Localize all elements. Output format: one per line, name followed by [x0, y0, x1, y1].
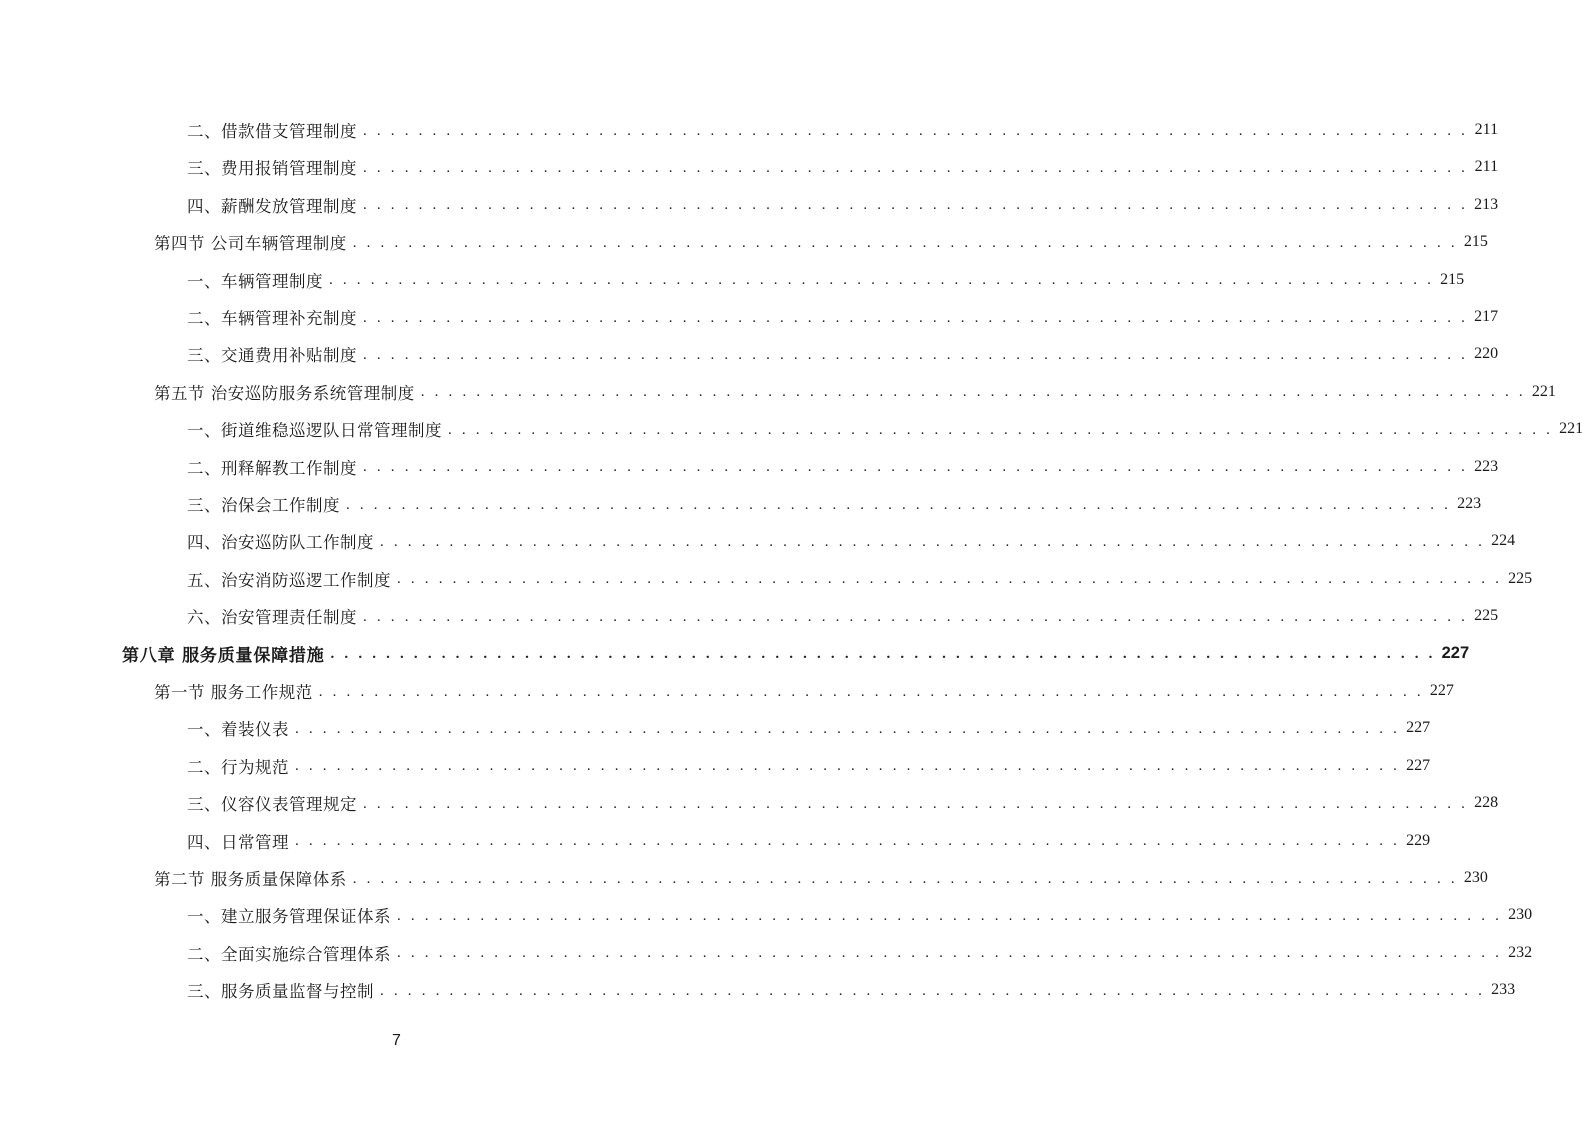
toc-entry-title: 五、治安消防巡逻工作制度 — [187, 570, 391, 590]
toc-entry-item[interactable] — [187, 191, 1499, 219]
toc-dot-leader: . . . . . . . . . . . . . . . . . . . . . . . . . . . . . . . . . . . . . . . . . . . . . . . . . . . . . . . . . . . . . . . . . . . . . . . . . . . . . . . . — [397, 945, 1503, 962]
toc-entry-title: 三、费用报销管理制度 — [187, 159, 357, 179]
toc-entry-title: 一、车辆管理制度 — [187, 271, 323, 291]
toc-entry-page-number: 223 — [1457, 495, 1482, 512]
toc-dot-leader: . . . . . . . . . . . . . . . . . . . . . . . . . . . . . . . . . . . . . . . . . . . . . . . . . . . . . . . . . . . . . . . . . . . . . . . . . . . . . . . . — [330, 646, 1436, 663]
toc-entry-page-number: 230 — [1463, 869, 1488, 886]
toc-entry-item[interactable] — [187, 415, 1583, 443]
toc-entry-title: 一、建立服务管理保证体系 — [187, 907, 391, 927]
toc-entry-page-number: 221 — [1531, 382, 1556, 400]
toc-entry-page-number: 229 — [1406, 831, 1431, 849]
toc-entry-title: 三、交通费用补贴制度 — [187, 346, 357, 366]
toc-entry-page-number: 215 — [1440, 270, 1465, 288]
toc-entry-item[interactable] — [187, 490, 1482, 518]
toc-dot-leader: . . . . . . . . . . . . . . . . . . . . . . . . . . . . . . . . . . . . . . . . . . . . . . . . . . . . . . . . . . . . . . . . . . . . . . . . . . . . . . . . — [363, 197, 1469, 214]
toc-entry-title: 三、服务质量监督与控制 — [187, 982, 374, 1002]
toc-dot-leader: . . . . . . . . . . . . . . . . . . . . . . . . . . . . . . . . . . . . . . . . . . . . . . . . . . . . . . . . . . . . . . . . . . . . . . . . . . . . . . . . — [397, 907, 1503, 924]
toc-entry-title: 第二节 服务质量保障体系 — [154, 870, 347, 889]
toc-entry-title: 四、治安巡防队工作制度 — [187, 533, 374, 553]
toc-entry-page-number: 233 — [1491, 981, 1516, 999]
toc-entry-page-number: 221 — [1559, 420, 1583, 438]
toc-entry-section[interactable] — [154, 677, 1454, 705]
toc-entry-item[interactable] — [187, 752, 1431, 780]
toc-entry-item[interactable] — [187, 453, 1499, 481]
toc-entry-title: 三、仪容仪表管理规定 — [187, 795, 357, 815]
toc-entry-page-number: 215 — [1463, 233, 1488, 251]
toc-entry-page-number: 228 — [1474, 794, 1499, 812]
toc-entry-page-number: 224 — [1491, 532, 1516, 550]
toc-entry-item[interactable] — [187, 116, 1499, 144]
toc-entry-item[interactable] — [187, 602, 1499, 630]
toc-dot-leader: . . . . . . . . . . . . . . . . . . . . . . . . . . . . . . . . . . . . . . . . . . . . . . . . . . . . . . . . . . . . . . . . . . . . . . . . . . . . . . . . — [295, 833, 1401, 850]
toc-entry-title: 四、日常管理 — [187, 832, 289, 852]
toc-entry-page-number: 220 — [1474, 345, 1499, 363]
toc-dot-leader: . . . . . . . . . . . . . . . . . . . . . . . . . . . . . . . . . . . . . . . . . . . . . . . . . . . . . . . . . . . . . . . . . . . . . . . . . . . . . . . . — [295, 758, 1401, 775]
toc-entry-page-number: 223 — [1474, 457, 1499, 475]
toc-entry-page-number: 232 — [1508, 943, 1533, 961]
toc-dot-leader: . . . . . . . . . . . . . . . . . . . . . . . . . . . . . . . . . . . . . . . . . . . . . . . . . . . . . . . . . . . . . . . . . . . . . . . . . . . . . . . . — [352, 870, 1458, 887]
toc-entry-chapter[interactable] — [122, 640, 1470, 668]
toc-dot-leader: . . . . . . . . . . . . . . . . . . . . . . . . . . . . . . . . . . . . . . . . . . . . . . . . . . . . . . . . . . . . . . . . . . . . . . . . . . . . . . . . — [363, 346, 1469, 363]
toc-entry-section[interactable] — [154, 228, 1488, 256]
toc-entry-page-number: 227 — [1406, 719, 1431, 737]
toc-entry-title: 三、治保会工作制度 — [187, 496, 340, 515]
toc-entry-title: 六、治安管理责任制度 — [187, 608, 357, 628]
toc-entry-item[interactable] — [187, 827, 1431, 855]
toc-dot-leader: . . . . . . . . . . . . . . . . . . . . . . . . . . . . . . . . . . . . . . . . . . . . . . . . . . . . . . . . . . . . . . . . . . . . . . . . . . . . . . . . — [352, 234, 1458, 251]
toc-entry-section[interactable] — [154, 378, 1556, 406]
toc-entry-title: 第四节 公司车辆管理制度 — [154, 234, 347, 254]
toc-dot-leader: . . . . . . . . . . . . . . . . . . . . . . . . . . . . . . . . . . . . . . . . . . . . . . . . . . . . . . . . . . . . . . . . . . . . . . . . . . . . . . . . — [329, 272, 1435, 289]
toc-entry-page-number: 211 — [1474, 158, 1499, 176]
toc-entry-title: 二、全面实施综合管理体系 — [187, 944, 391, 964]
toc-entry-item[interactable] — [187, 901, 1533, 929]
toc-entry-title: 第八章 服务质量保障措施 — [122, 646, 325, 667]
toc-entry-item[interactable] — [187, 789, 1499, 817]
toc-entry-title: 二、借款借支管理制度 — [187, 122, 357, 141]
toc-entry-title: 四、薪酬发放管理制度 — [187, 196, 357, 216]
toc-entry-page-number: 217 — [1474, 308, 1499, 325]
toc-entry-title: 二、刑释解教工作制度 — [187, 458, 357, 478]
toc-entry-page-number: 230 — [1508, 906, 1533, 924]
toc-dot-leader: . . . . . . . . . . . . . . . . . . . . . . . . . . . . . . . . . . . . . . . . . . . . . . . . . . . . . . . . . . . . . . . . . . . . . . . . . . . . . . . . — [363, 122, 1469, 139]
toc-entry-item[interactable] — [187, 303, 1499, 331]
toc-entry-item[interactable] — [187, 340, 1499, 368]
toc-entry-item[interactable] — [187, 714, 1431, 742]
toc-entry-title: 二、车辆管理补充制度 — [187, 309, 357, 328]
toc-dot-leader: . . . . . . . . . . . . . . . . . . . . . . . . . . . . . . . . . . . . . . . . . . . . . . . . . . . . . . . . . . . . . . . . . . . . . . . . . . . . . . . . — [363, 795, 1469, 812]
toc-dot-leader: . . . . . . . . . . . . . . . . . . . . . . . . . . . . . . . . . . . . . . . . . . . . . . . . . . . . . . . . . . . . . . . . . . . . . . . . . . . . . . . . — [397, 571, 1503, 588]
toc-entry-item[interactable] — [187, 153, 1499, 181]
toc-entry-title: 二、行为规范 — [187, 757, 289, 777]
toc-entry-page-number: 211 — [1474, 121, 1499, 138]
toc-entry-page-number: 227 — [1406, 756, 1431, 774]
toc-dot-leader: . . . . . . . . . . . . . . . . . . . . . . . . . . . . . . . . . . . . . . . . . . . . . . . . . . . . . . . . . . . . . . . . . . . . . . . . . . . . . . . . — [420, 384, 1526, 401]
toc-dot-leader: . . . . . . . . . . . . . . . . . . . . . . . . . . . . . . . . . . . . . . . . . . . . . . . . . . . . . . . . . . . . . . . . . . . . . . . . . . . . . . . . — [346, 496, 1452, 513]
toc-entry-page-number: 225 — [1474, 607, 1499, 625]
toc-dot-leader: . . . . . . . . . . . . . . . . . . . . . . . . . . . . . . . . . . . . . . . . . . . . . . . . . . . . . . . . . . . . . . . . . . . . . . . . . . . . . . . . — [380, 982, 1486, 999]
toc-entry-page-number: 225 — [1508, 569, 1533, 587]
toc-entry-page-number: 213 — [1474, 195, 1499, 213]
toc-entry-item[interactable] — [187, 939, 1533, 967]
toc-dot-leader: . . . . . . . . . . . . . . . . . . . . . . . . . . . . . . . . . . . . . . . . . . . . . . . . . . . . . . . . . . . . . . . . . . . . . . . . . . . . . . . . — [363, 459, 1469, 476]
toc-entry-item[interactable] — [187, 266, 1465, 294]
toc-entry-title: 一、街道维稳巡逻队日常管理制度 — [187, 421, 442, 441]
toc-dot-leader: . . . . . . . . . . . . . . . . . . . . . . . . . . . . . . . . . . . . . . . . . . . . . . . . . . . . . . . . . . . . . . . . . . . . . . . . . . . . . . . . — [295, 720, 1401, 737]
toc-entry-title: 第一节 服务工作规范 — [154, 683, 313, 702]
toc-dot-leader: . . . . . . . . . . . . . . . . . . . . . . . . . . . . . . . . . . . . . . . . . . . . . . . . . . . . . . . . . . . . . . . . . . . . . . . . . . . . . . . . — [318, 683, 1424, 700]
toc-entry-item[interactable] — [187, 527, 1516, 555]
toc-dot-leader: . . . . . . . . . . . . . . . . . . . . . . . . . . . . . . . . . . . . . . . . . . . . . . . . . . . . . . . . . . . . . . . . . . . . . . . . . . . . . . . . — [363, 608, 1469, 625]
toc-entry-section[interactable] — [154, 864, 1488, 892]
page-number: 7 — [392, 1032, 401, 1049]
toc-dot-leader: . . . . . . . . . . . . . . . . . . . . . . . . . . . . . . . . . . . . . . . . . . . . . . . . . . . . . . . . . . . . . . . . . . . . . . . . . . . . . . . . — [448, 421, 1554, 438]
toc-entry-page-number: 227 — [1429, 682, 1454, 699]
toc-dot-leader: . . . . . . . . . . . . . . . . . . . . . . . . . . . . . . . . . . . . . . . . . . . . . . . . . . . . . . . . . . . . . . . . . . . . . . . . . . . . . . . . — [380, 533, 1486, 550]
toc-entry-page-number: 227 — [1441, 644, 1470, 663]
toc-entry-item[interactable] — [187, 565, 1533, 593]
toc-dot-leader: . . . . . . . . . . . . . . . . . . . . . . . . . . . . . . . . . . . . . . . . . . . . . . . . . . . . . . . . . . . . . . . . . . . . . . . . . . . . . . . . — [363, 309, 1469, 326]
toc-dot-leader: . . . . . . . . . . . . . . . . . . . . . . . . . . . . . . . . . . . . . . . . . . . . . . . . . . . . . . . . . . . . . . . . . . . . . . . . . . . . . . . . — [363, 159, 1469, 176]
toc-entry-title: 第五节 治安巡防服务系统管理制度 — [154, 383, 415, 403]
toc-entry-title: 一、着装仪表 — [187, 720, 289, 740]
toc-entry-item[interactable] — [187, 976, 1516, 1004]
